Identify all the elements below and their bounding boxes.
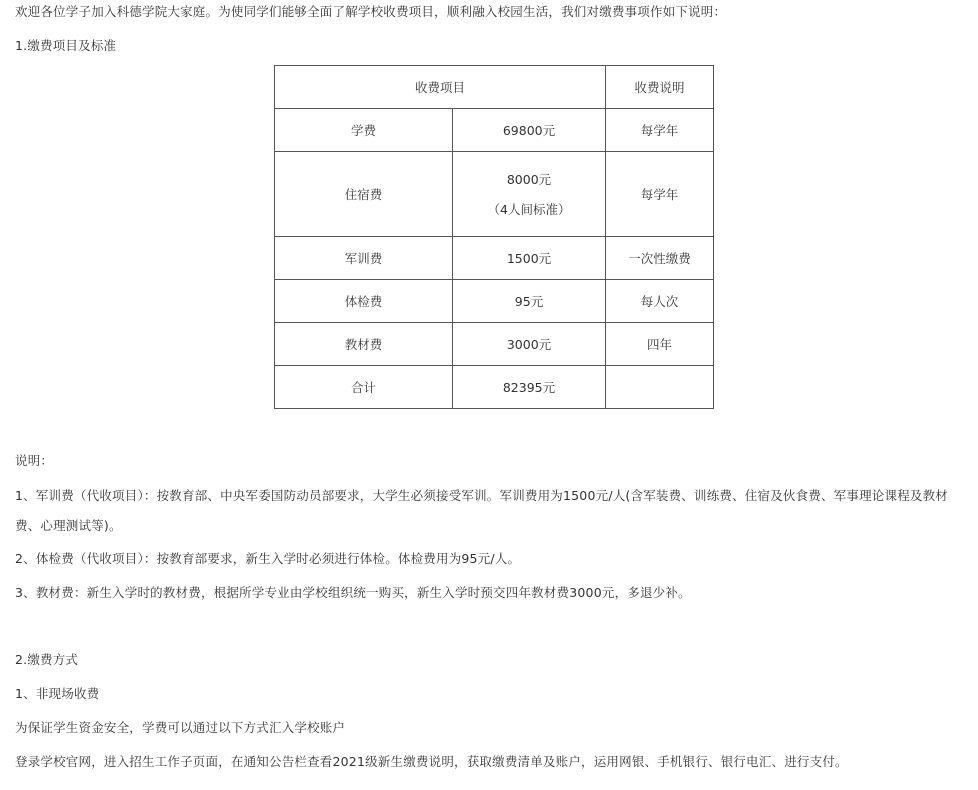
fee-description: 每人次 xyxy=(606,280,714,323)
table-row xyxy=(275,152,714,237)
fee-amount: 82395元 xyxy=(453,366,606,409)
header-fee-description: 收费说明 xyxy=(606,66,714,109)
note-physical-exam: 2、体检费（代收项目）：按教育部要求，新生入学时必须进行体检。体检费用为95元/人。 xyxy=(15,551,521,566)
fee-description: 一次性缴费 xyxy=(606,237,714,280)
section-title-payment-method: 2.缴费方式 xyxy=(15,652,79,667)
table-row xyxy=(275,280,714,323)
fee-amount: 3000元 xyxy=(453,323,606,366)
fee-amount-cell xyxy=(453,152,606,237)
table-row xyxy=(275,237,714,280)
payment-instructions-text: 登录学校官网，进入招生工作子页面，在通知公告栏查看2021级新生缴费说明，获取缴费清单及账户，运用网银、手机银行、银行电汇、进行支付。 xyxy=(15,754,848,769)
fee-amount-note: （4人间标准） xyxy=(487,202,571,217)
section-title-fee-items: 1.缴费项目及标准 xyxy=(15,38,117,53)
fee-description xyxy=(606,366,714,409)
fee-description: 每学年 xyxy=(606,152,714,237)
fee-amount: 8000元 xyxy=(506,172,552,187)
fee-description: 四年 xyxy=(606,323,714,366)
fee-name: 教材费 xyxy=(275,323,453,366)
fee-amount: 95元 xyxy=(453,280,606,323)
fee-name: 合计 xyxy=(275,366,453,409)
fee-table xyxy=(274,65,714,409)
fee-amount: 1500元 xyxy=(453,237,606,280)
header-fee-item: 收费项目 xyxy=(275,66,606,109)
fee-name: 军训费 xyxy=(275,237,453,280)
subsection-title-offsite-payment: 1、非现场收费 xyxy=(15,686,100,701)
intro-paragraph: 欢迎各位学子加入科德学院大家庭。为使同学们能够全面了解学校收费项目，顺利融入校园生活，我们对缴费事项作如下说明： xyxy=(15,4,727,19)
payment-intro-text: 为保证学生资金安全，学费可以通过以下方式汇入学校账户 xyxy=(15,720,346,735)
fee-amount: 69800元 xyxy=(453,109,606,152)
fee-name: 学费 xyxy=(275,109,453,152)
fee-name: 住宿费 xyxy=(275,152,453,237)
table-row xyxy=(275,323,714,366)
fee-table-header-row xyxy=(275,66,714,109)
table-row xyxy=(275,109,714,152)
fee-name: 体检费 xyxy=(275,280,453,323)
notes-title: 说明： xyxy=(15,453,54,468)
note-textbooks: 3、教材费：新生入学时的教材费，根据所学专业由学校组织统一购买，新生入学时预交四年教材费3000元，多退少补。 xyxy=(15,585,691,600)
fee-description: 每学年 xyxy=(606,109,714,152)
table-row-total xyxy=(275,366,714,409)
note-military-training: 1、军训费（代收项目）：按教育部、中央军委国防动员部要求，大学生必须接受军训。军训费用为1500元/人(含军装费、训练费、住宿及伙食费、军事理论课程及教材费、心理测试等)。 xyxy=(15,488,949,533)
